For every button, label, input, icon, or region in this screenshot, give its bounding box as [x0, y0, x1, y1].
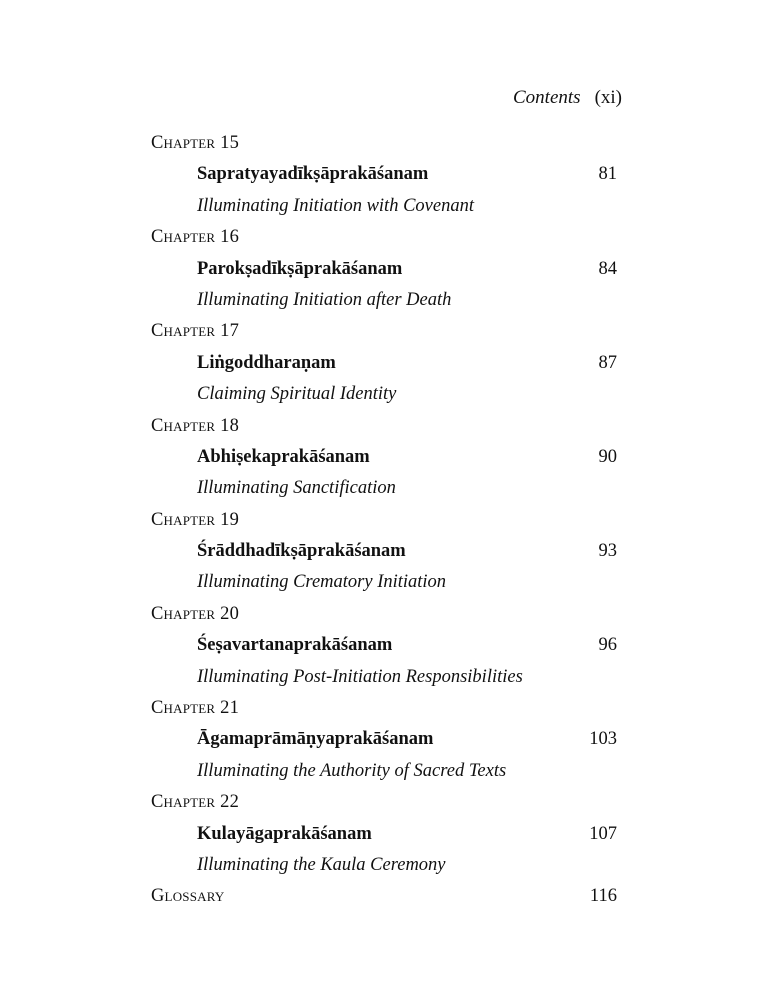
- chapter-page-number: 90: [598, 446, 617, 467]
- toc-chapter-subtitle: Illuminating the Kaula Ceremony: [197, 854, 446, 875]
- toc-chapter-title-line[interactable]: [151, 254, 617, 285]
- toc-glossary-line[interactable]: [151, 881, 617, 912]
- chapter-title: Kulayāgaprakāśanam: [197, 823, 372, 844]
- toc-chapter-title-line[interactable]: [151, 819, 617, 850]
- glossary-label: Glossary: [151, 886, 225, 907]
- chapter-label: Chapter 21: [151, 698, 240, 719]
- chapter-title: Liṅgoddharaṇam: [197, 352, 336, 373]
- toc-chapter-title-line[interactable]: [151, 348, 617, 379]
- chapter-label: Chapter 15: [151, 133, 240, 153]
- table-of-contents: [151, 128, 617, 913]
- running-head-title: Contents: [513, 87, 581, 108]
- chapter-title: Śrāddhadīkṣāprakāśanam: [197, 541, 406, 562]
- chapter-label: Chapter 20: [151, 603, 240, 624]
- chapter-label: Chapter 17: [151, 321, 240, 342]
- toc-chapter-subtitle: Illuminating the Authority of Sacred Texts: [197, 760, 507, 781]
- toc-chapter-subtitle: Illuminating Initiation after Death: [197, 289, 452, 310]
- toc-chapter-title-line[interactable]: [151, 536, 617, 567]
- chapter-title: Parokṣadīkṣāprakāśanam: [197, 258, 403, 279]
- glossary-page-number: 116: [589, 886, 617, 907]
- toc-chapter-label: [151, 599, 617, 630]
- toc-chapter-title-line[interactable]: [151, 724, 617, 755]
- toc-chapter-title-line[interactable]: [151, 442, 617, 473]
- toc-chapter-title-line[interactable]: [151, 630, 617, 661]
- chapter-title: Sapratyayadīkṣāprakāśanam: [197, 164, 429, 185]
- running-head: [513, 86, 622, 110]
- chapter-page-number: 81: [598, 164, 617, 185]
- toc-chapter-label: [151, 128, 617, 159]
- toc-chapter-label: [151, 787, 617, 818]
- chapter-label: Chapter 18: [151, 415, 240, 436]
- toc-chapter-label: [151, 411, 617, 442]
- chapter-page-number: 96: [598, 635, 617, 656]
- chapter-label: Chapter 19: [151, 509, 240, 530]
- toc-chapter-subtitle: Illuminating Initiation with Covenant: [197, 195, 474, 216]
- chapter-page-number: 93: [598, 541, 617, 562]
- toc-chapter-subtitle: Illuminating Crematory Initiation: [197, 572, 447, 593]
- chapter-page-number: 84: [598, 258, 617, 279]
- toc-chapter-title-line[interactable]: [151, 159, 617, 190]
- chapter-page-number: 87: [598, 352, 617, 373]
- chapter-title: Śeṣavartanaprakāśanam: [197, 635, 393, 656]
- toc-chapter-label: [151, 222, 617, 253]
- chapter-label: Chapter 16: [151, 227, 240, 248]
- toc-chapter-label: [151, 316, 617, 347]
- toc-chapter-subtitle: Illuminating Sanctification: [197, 478, 396, 499]
- chapter-label: Chapter 22: [151, 792, 240, 813]
- chapter-title: Āgamaprāmāṇyaprakāśanam: [197, 729, 434, 750]
- chapter-page-number: 103: [589, 729, 617, 750]
- toc-chapter-subtitle: Illuminating Post-Initiation Responsibilities: [197, 666, 523, 687]
- chapter-page-number: 107: [589, 823, 617, 844]
- chapter-title: Abhiṣekaprakāśanam: [197, 446, 370, 467]
- toc-chapter-subtitle: Claiming Spiritual Identity: [197, 384, 397, 405]
- running-head-page-number: (xi): [594, 87, 622, 108]
- toc-chapter-label: [151, 693, 617, 724]
- toc-chapter-label: [151, 505, 617, 536]
